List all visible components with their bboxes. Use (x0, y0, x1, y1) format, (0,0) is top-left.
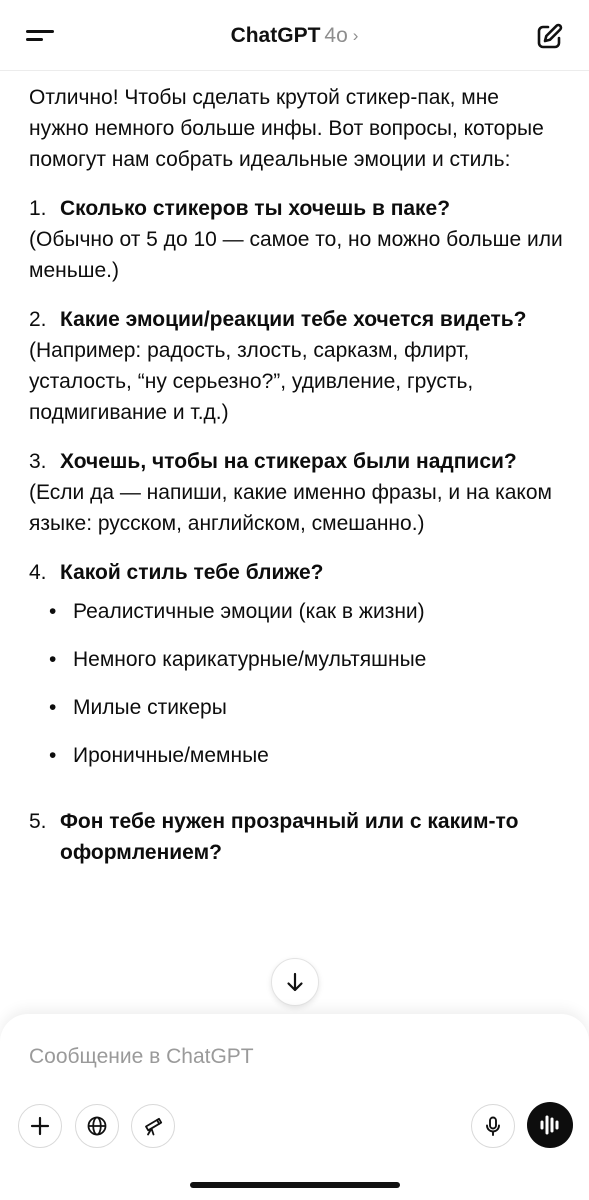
scroll-down-button[interactable] (271, 958, 319, 1006)
assistant-message (29, 82, 564, 886)
telescope-icon (142, 1115, 164, 1137)
add-attachment-button[interactable] (18, 1104, 62, 1148)
model-name: 4o (324, 24, 348, 47)
plus-icon (29, 1115, 51, 1137)
style-options-list (29, 596, 564, 788)
question-detail: (Если да — напиши, какие именно фразы, и на каком языке: русском, английском, смешанно.) (29, 481, 552, 535)
voice-mode-button[interactable] (527, 1102, 573, 1148)
chevron-right-icon: › (352, 26, 359, 45)
list-item (29, 644, 564, 692)
bullet: • (49, 600, 57, 623)
question-title: Какой стиль тебе ближе? (60, 561, 324, 584)
arrow-down-icon (284, 971, 306, 993)
new-chat-icon[interactable] (534, 22, 564, 52)
question-item (29, 304, 564, 428)
home-indicator (190, 1182, 400, 1188)
option-text: Милые стикеры (73, 696, 227, 719)
composer (0, 1014, 589, 1200)
question-title: Фон тебе нужен прозрачный или с каким-то оформлением? (60, 810, 519, 864)
option-text: Ироничные/мемные (73, 744, 269, 767)
bullet: • (49, 744, 57, 767)
option-text: Немного карикатурные/мультяшные (73, 648, 427, 671)
list-item (29, 596, 564, 644)
question-detail: (Обычно от 5 до 10 — самое то, но можно больше или меньше.) (29, 228, 563, 282)
list-item (29, 692, 564, 740)
bullet: • (49, 648, 57, 671)
message-intro: Отлично! Чтобы сделать крутой стикер-пак, мне нужно немного больше инфы. Вот вопросы, которые помогут нам собрать идеальные эмоции и стиль: (29, 86, 544, 171)
model-selector[interactable] (0, 22, 589, 51)
list-item (29, 740, 564, 788)
question-item (29, 557, 564, 788)
globe-icon (86, 1115, 108, 1137)
question-title: Какие эмоции/реакции тебе хочется видеть? (60, 308, 527, 331)
dictation-button[interactable] (471, 1104, 515, 1148)
web-search-button[interactable] (75, 1104, 119, 1148)
option-text: Реалистичные эмоции (как в жизни) (73, 600, 425, 623)
question-detail: (Например: радость, злость, сарказм, флирт, усталость, “ну серьезно?”, удивление, грусть, подмигивание и т.д.) (29, 339, 474, 424)
top-bar (0, 0, 589, 71)
list-number: 1. (29, 197, 47, 220)
question-item (29, 193, 564, 286)
microphone-icon (482, 1115, 504, 1137)
message-input[interactable] (29, 1042, 549, 1072)
list-number: 5. (29, 810, 47, 833)
question-title: Хочешь, чтобы на стикерах были надписи? (60, 450, 517, 473)
question-item (29, 446, 564, 539)
voice-mode-icon (527, 1102, 573, 1148)
deep-research-button[interactable] (131, 1104, 175, 1148)
list-number: 4. (29, 561, 47, 584)
app-title: ChatGPT (230, 24, 321, 47)
list-number: 3. (29, 450, 47, 473)
question-item (29, 806, 564, 868)
bullet: • (49, 696, 57, 719)
list-number: 2. (29, 308, 47, 331)
question-title: Сколько стикеров ты хочешь в паке? (60, 197, 451, 220)
